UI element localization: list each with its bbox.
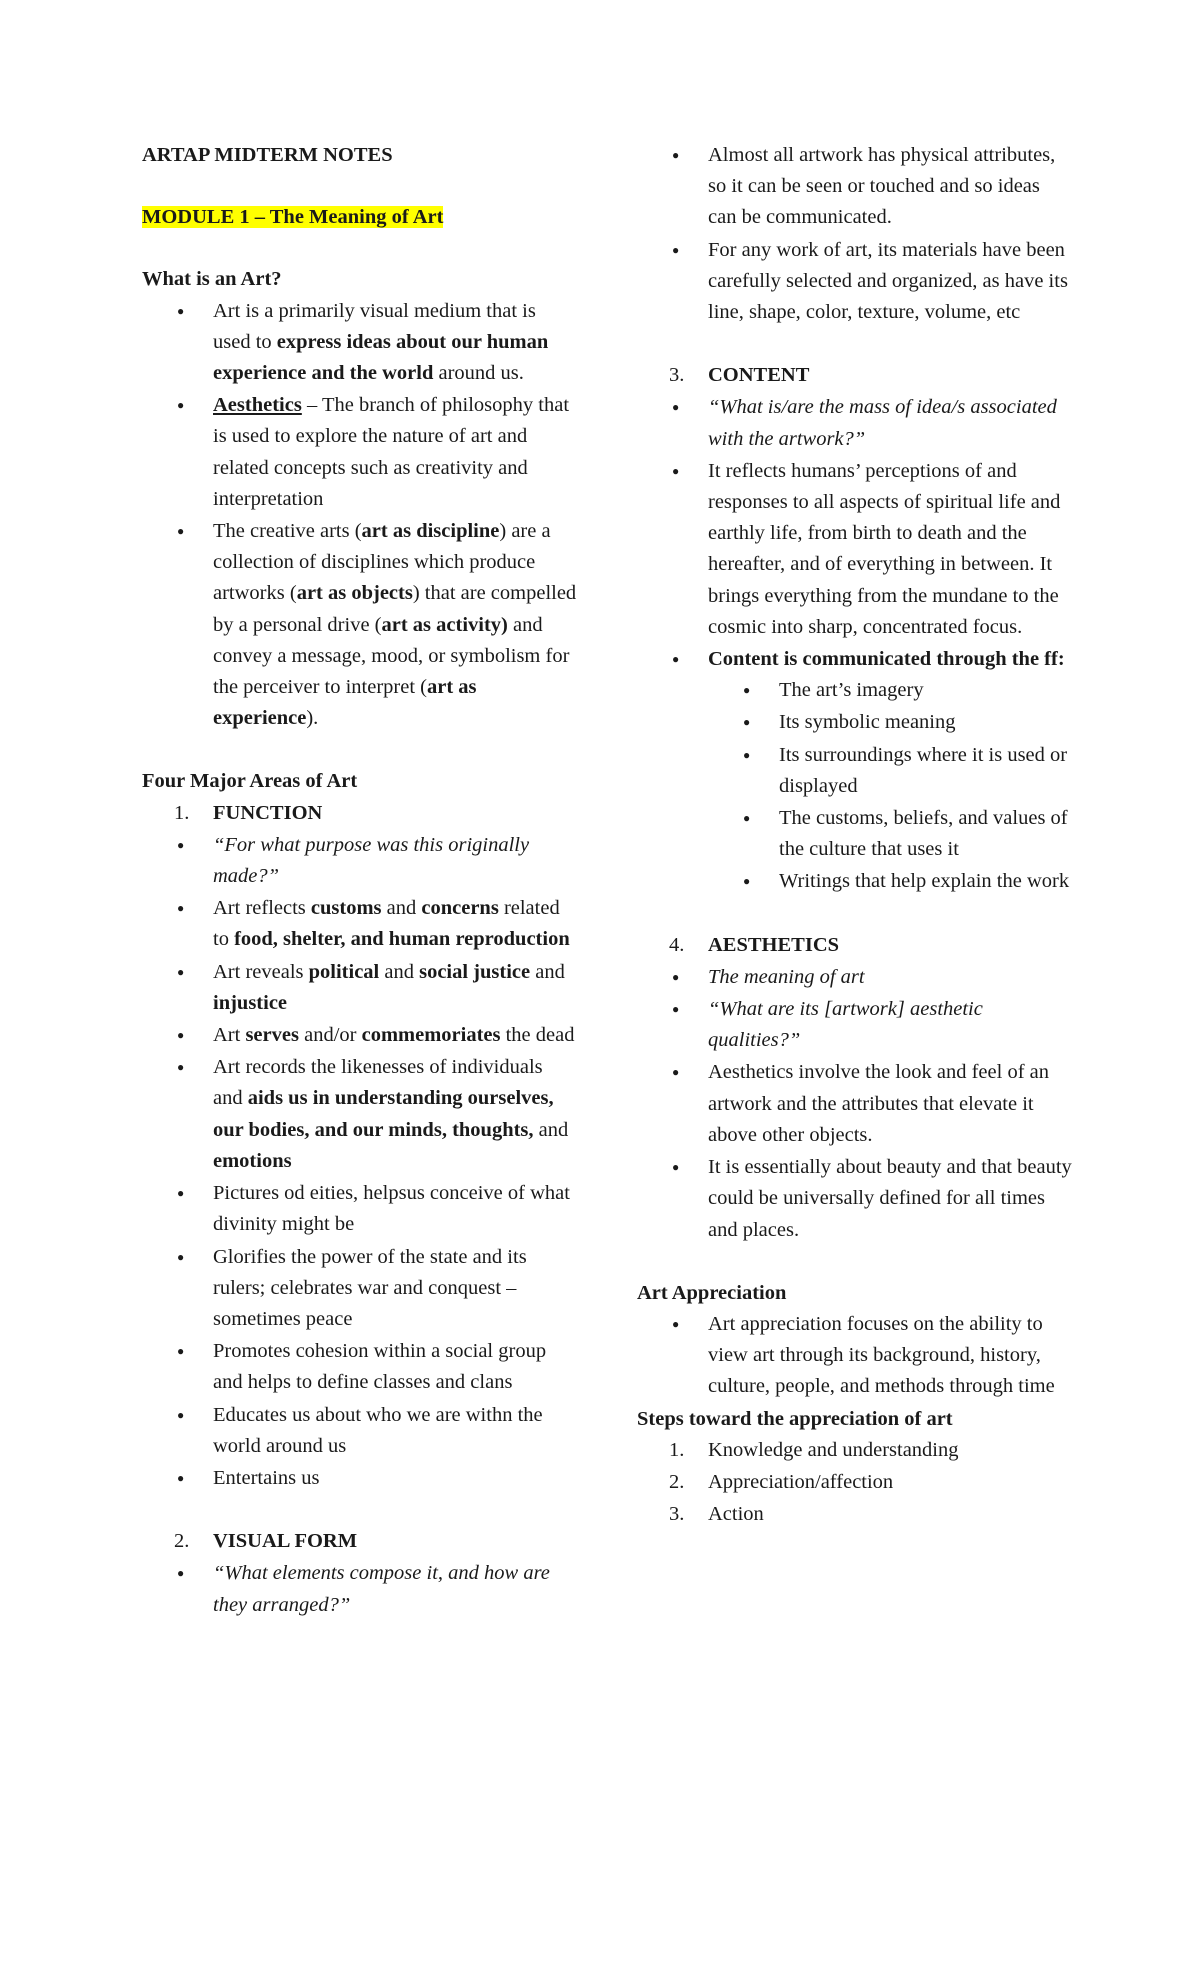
sublist-item: ● Writings that help explain the work [708, 866, 1072, 897]
content-sublist [708, 675, 1072, 897]
visual-form-list-b [637, 140, 1072, 328]
aesthetics-label: AESTHETICS [708, 933, 840, 956]
list-item: ● “For what purpose was this originally made?” [142, 830, 577, 892]
visual-form-list-a [142, 1558, 577, 1620]
list-item: ● Art reflects customs and concerns related to food, shelter, and human reproduction [142, 893, 577, 955]
sublist-item: ● Its surroundings where it is used or displayed [708, 740, 1072, 802]
sublist-item: ● Its symbolic meaning [708, 707, 1072, 738]
list-item: ● “What elements compose it, and how are they arranged?” [142, 1558, 577, 1620]
what-is-art-heading: What is an Art? [142, 268, 282, 291]
steps-heading: Steps toward the appreciation of art [637, 1407, 953, 1430]
list-item: ● Art is a primarily visual medium that is used to express ideas about our human experience and the world around us. [142, 296, 577, 390]
four-areas-heading: Four Major Areas of Art [142, 770, 358, 793]
list-item: ● Art appreciation focuses on the ability to view art through its background, history, culture, people, and methods through time [637, 1309, 1072, 1403]
list-item: ● It reflects humans’ perceptions of and responses to all aspects of spiritual life and earthly life, from birth to death and the hereafter, and of everything in between. It brings everything from the mundane to the cosmic into sharp, concentrated focus. [637, 456, 1072, 643]
list-item: ● Educates us about who we are withn the world around us [142, 1400, 577, 1462]
list-item: ● Content is communicated through the ff: ● The art’s imagery ● Its symbolic meaning ● Its surroundings where it is used or displayed ● The customs, beliefs, and values of the culture that uses it ● Writings that help explain the work [637, 644, 1072, 898]
list-item: ● It is essentially about beauty and that beauty could be universally defined for all times and places. [637, 1152, 1072, 1246]
module-heading [142, 202, 577, 233]
content-list [637, 392, 1072, 897]
list-item: ● Aesthetics involve the look and feel of an artwork and the attributes that elevate it above other objects. [637, 1057, 1072, 1151]
function-label: FUNCTION [213, 801, 323, 824]
steps-list [637, 1435, 1072, 1531]
list-item: ● Aesthetics – The branch of philosophy that is used to explore the nature of art and related concepts such as creativity and interpretation [142, 390, 577, 515]
function-section: 1. FUNCTION [174, 801, 323, 824]
content-section: 3. CONTENT [669, 364, 810, 387]
aesthetics-list [637, 962, 1072, 1246]
list-item: ● Pictures od eities, helpsus conceive of what divinity might be [142, 1178, 577, 1240]
what-is-art-list [142, 296, 577, 735]
list-item: ● Almost all artwork has physical attributes, so it can be seen or touched and so ideas can be communicated. [637, 140, 1072, 234]
list-item: ● Promotes cohesion within a social group and helps to define classes and clans [142, 1336, 577, 1398]
list-item: ● Entertains us [142, 1463, 577, 1494]
appreciation-list [637, 1309, 1072, 1403]
visual-form-label: VISUAL FORM [213, 1530, 358, 1553]
list-item: ● Art serves and/or commemoriates the dead [142, 1020, 577, 1051]
module-1-title: MODULE 1 – The Meaning of Art [142, 206, 444, 229]
sublist-item: ● The customs, beliefs, and values of the culture that uses it [708, 803, 1072, 865]
list-item: ● Art reveals political and social justice and injustice [142, 957, 577, 1019]
visual-form-section: 2. VISUAL FORM [174, 1530, 358, 1553]
step-item: 3. Action [669, 1503, 764, 1526]
left-column [142, 140, 577, 1622]
step-item: 2. Appreciation/affection [669, 1470, 894, 1493]
list-item: ● “What is/are the mass of idea/s associated with the artwork?” [637, 392, 1072, 454]
aesthetics-section: 4. AESTHETICS [669, 933, 840, 956]
function-list [142, 830, 577, 1494]
list-item: ● For any work of art, its materials have been carefully selected and organized, as have its line, shape, color, texture, volume, etc [637, 235, 1072, 329]
content-label: CONTENT [708, 364, 810, 387]
art-appreciation-heading: Art Appreciation [637, 1281, 787, 1304]
sublist-item: ● The art’s imagery [708, 675, 1072, 706]
list-item: ● The meaning of art [637, 962, 1072, 993]
list-item: ● Glorifies the power of the state and its rulers; celebrates war and conquest – sometimes peace [142, 1242, 577, 1336]
list-item: ● The creative arts (art as discipline) are a collection of disciplines which produce artworks (art as objects) that are compelled by a personal drive (art as activity) and convey a message, mood, or symbolism for the perceiver to interpret (art as experience). [142, 516, 577, 734]
right-column [637, 140, 1072, 1531]
step-item: 1. Knowledge and understanding [669, 1438, 959, 1461]
page-title: ARTAP MIDTERM NOTES [142, 144, 393, 166]
list-item: ● Art records the likenesses of individuals and aids us in understanding ourselves, our bodies, and our minds, thoughts, and emotions [142, 1052, 577, 1177]
list-item: ● “What are its [artwork] aesthetic qualities?” [637, 994, 1072, 1056]
